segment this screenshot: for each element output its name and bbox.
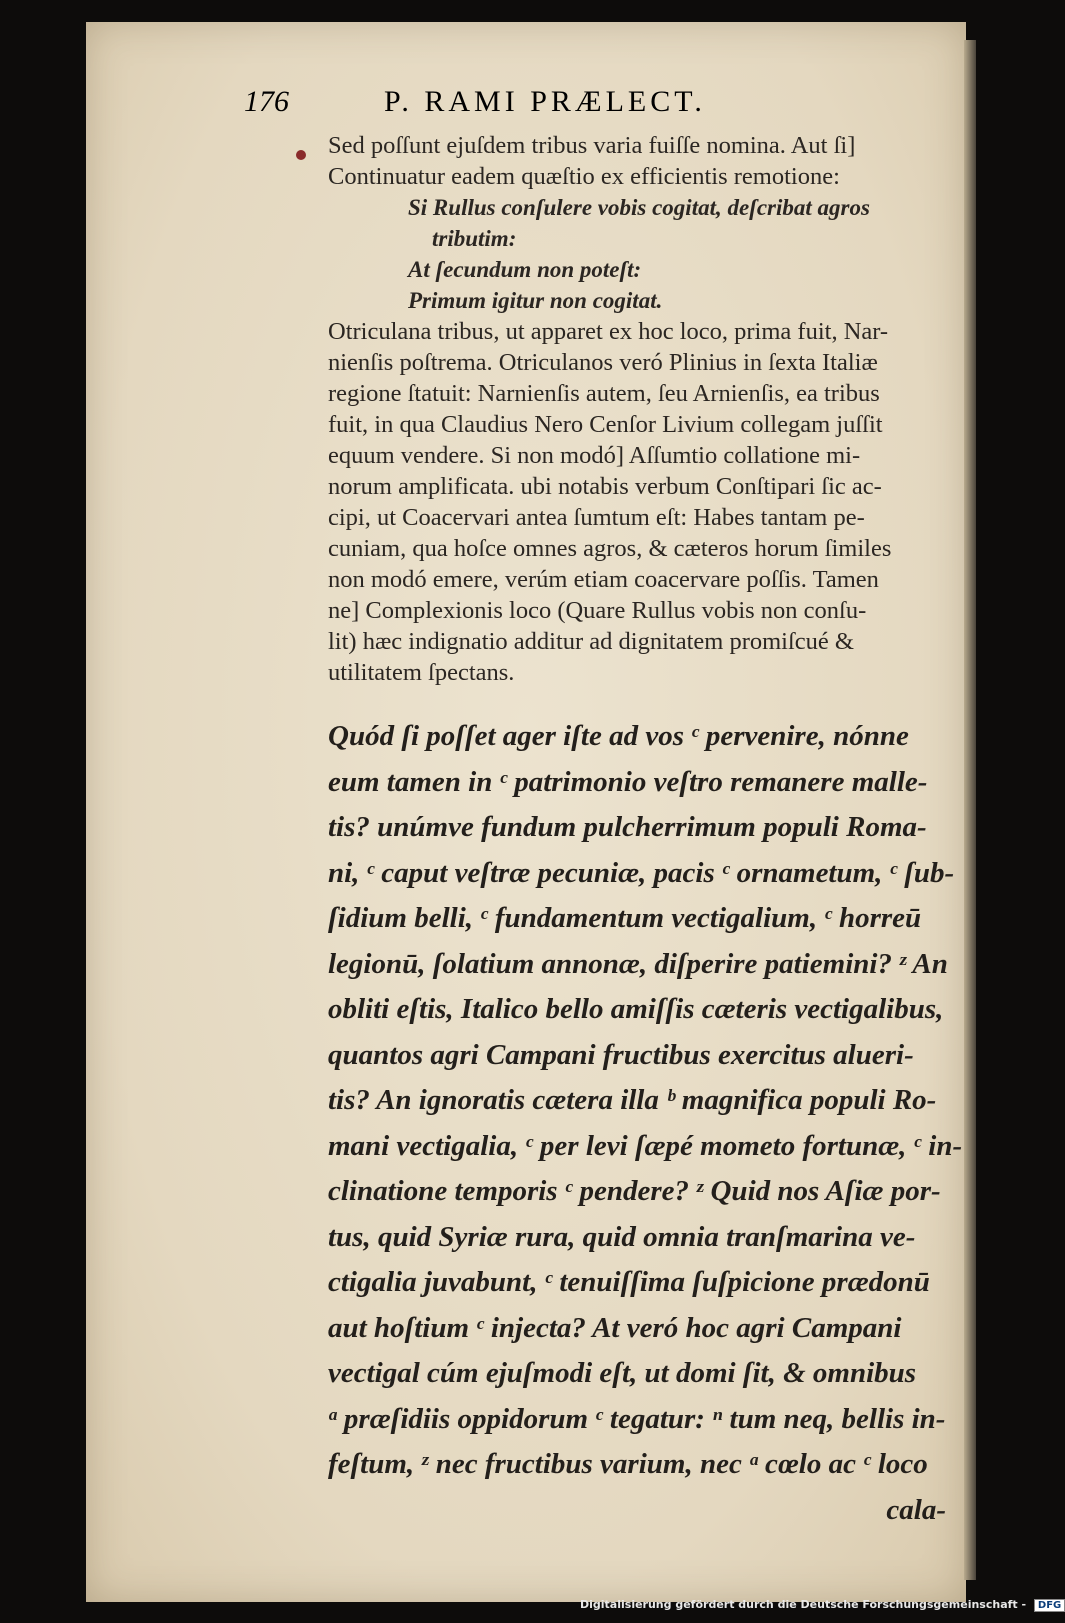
oration-line: Quód ſi poſſet ager iſte ad vos ᶜ pervenire, nónne — [328, 720, 909, 752]
oration-line: tis? An ignoratis cætera illa ᵇ magnifica populi Ro- — [328, 1084, 937, 1116]
oration-line: mani vectigalia, ᶜ per levi ſæpé mometo fortunæ, ᶜ in- — [328, 1129, 963, 1162]
syllogism-line: Primum igitur non cogitat. — [408, 288, 663, 313]
syllogism-line: tributim: — [432, 226, 517, 251]
commentary-block — [328, 130, 968, 688]
commentary-line: ne] Complexionis loco (Quare Rullus vobis non conſu- — [328, 597, 867, 624]
commentary-line: Sed poſſunt ejuſdem tribus varia fuiſſe nomina. Aut ſi] — [328, 132, 856, 159]
oration-line: aut hoſtium ᶜ injecta? At veró hoc agri Campani — [328, 1311, 902, 1344]
credit-text: Digitalisierung gefördert durch die Deutsche Forschungsgemeinschaft - — [580, 1598, 1027, 1611]
oration-line: feſtum, ᶻ nec fructibus varium, nec ᵃ cœlo ac ᶜ loco — [328, 1448, 928, 1480]
dfg-logo: DFG — [1034, 1599, 1065, 1612]
oration-line: legionū, ſolatium annonæ, diſperire patiemini? ᶻ An — [328, 947, 948, 980]
syllogism — [408, 192, 968, 316]
digitization-credit — [580, 1598, 1062, 1618]
commentary-line: equum vendere. Si non modó] Aſſumtio collatione mi- — [328, 442, 861, 469]
commentary-line: lit) hæc indignatio additur ad dignitatem promiſcué & — [328, 628, 854, 655]
commentary-line: fuit, in qua Claudius Nero Cenſor Livium collegam juſſit — [328, 411, 883, 438]
oration-line: ſidium belli, ᶜ fundamentum vectigalium, ᶜ horreū — [328, 902, 922, 934]
oration-line: vectigal cúm ejuſmodi eſt, ut domi ſit, & omnibus — [328, 1357, 917, 1389]
oration-line: ᵃ præſidiis oppidorum ᶜ tegatur: ⁿ tum neq, bellis in- — [328, 1402, 946, 1435]
commentary-line: Continuatur eadem quæſtio ex efficientis remotione: — [328, 163, 840, 190]
oration-text — [328, 714, 963, 1533]
syllogism-line: At ſecundum non poteſt: — [408, 257, 642, 282]
oration-line: ctigalia juvabunt, ᶜ tenuiſſima ſuſpicione prædonū — [328, 1266, 930, 1298]
page-number: 176 — [244, 85, 289, 118]
commentary-line: utilitatem ſpectans. — [328, 659, 515, 686]
running-head — [244, 85, 864, 125]
oration-line: tus, quid Syriæ rura, quid omnia tranſmarina ve- — [328, 1220, 916, 1253]
oration-line: clinatione temporis ᶜ pendere? ᶻ Quid nos Aſiæ por- — [328, 1175, 941, 1207]
commentary-line: non modó emere, verúm etiam coacervare poſſis. Tamen — [328, 566, 879, 593]
commentary-line: nienſis poſtrema. Otriculanos veró Plinius in ſexta Italiæ — [328, 349, 878, 376]
catchword: cala- — [886, 1493, 946, 1526]
running-title: P. RAMI PRÆLECT. — [384, 85, 706, 118]
oration-line: quantos agri Campani fructibus exercitus alueri- — [328, 1038, 914, 1071]
oration-line: ni, ᶜ caput veſtræ pecuniæ, pacis ᶜ ornametum, ᶜ ſub- — [328, 856, 955, 889]
commentary-line: norum amplificata. ubi notabis verbum Conſtipari ſic ac- — [328, 473, 882, 500]
oration-line: obliti eſtis, Italico bello amiſſis cæteris vectigalibus, — [328, 993, 944, 1025]
syllogism-line: Si Rullus conſulere vobis cogitat, deſcribat agros — [408, 195, 870, 220]
commentary-line: cuniam, qua hoſce omnes agros, & cæteros horum ſimiles — [328, 535, 892, 562]
commentary-line: Otriculana tribus, ut apparet ex hoc loco, prima fuit, Nar- — [328, 318, 889, 345]
commentary-line: regione ſtatuit: Narnienſis autem, ſeu Arnienſis, ea tribus — [328, 380, 880, 407]
margin-mark — [296, 150, 306, 160]
oration-line: tis? unúmve fundum pulcherrimum populi Roma- — [328, 811, 927, 843]
commentary-line: cipi, ut Coacervari antea ſumtum eſt: Habes tantam pe- — [328, 504, 865, 531]
oration-line: eum tamen in ᶜ patrimonio veſtro remanere malle- — [328, 765, 928, 798]
